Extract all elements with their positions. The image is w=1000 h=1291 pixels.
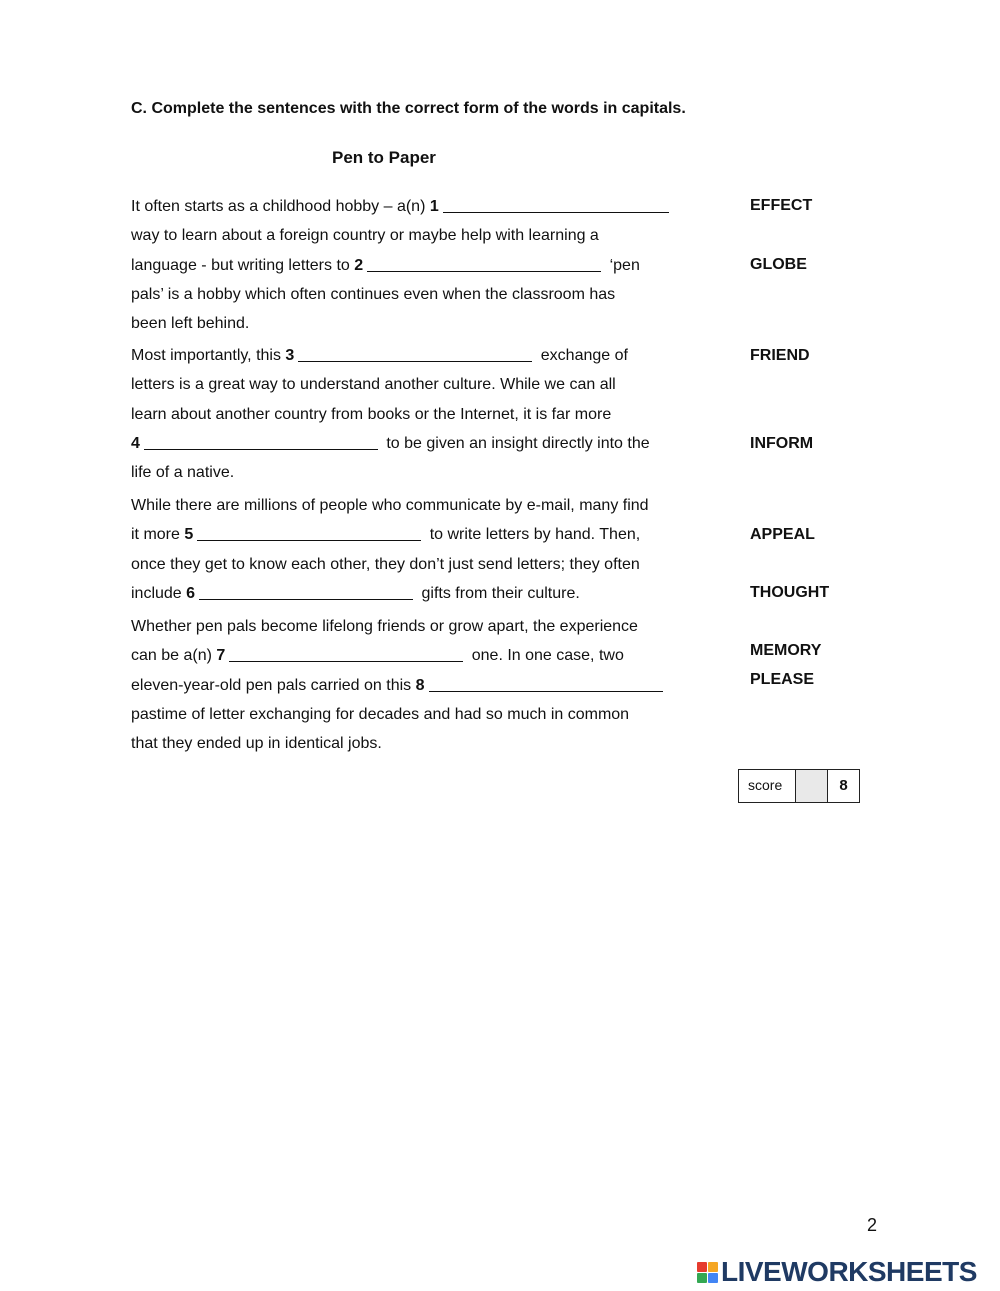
gap-number-8: 8 xyxy=(415,676,425,694)
answer-gap-4[interactable] xyxy=(144,449,378,450)
text-line: Most importantly, this 3 exchange of xyxy=(131,347,628,364)
logo-tile xyxy=(708,1262,718,1272)
paragraph-2 xyxy=(131,341,711,487)
keyword-appeal: APPEAL xyxy=(750,526,815,543)
text-line: once they get to know each other, they don’t just send letters; they often xyxy=(131,555,640,573)
text-line: pastime of letter exchanging for decades and had so much in common xyxy=(131,705,630,723)
instructions: C. Complete the sentences with the correct form of the words in capitals. xyxy=(131,100,686,117)
keyword-thought: THOUGHT xyxy=(750,584,830,601)
logo-tile xyxy=(708,1273,718,1283)
paragraph-3 xyxy=(131,491,711,608)
text-line: It often starts as a childhood hobby – a(n) 1 xyxy=(131,192,711,221)
text-line: language - but writing letters to 2 ‘pen xyxy=(131,256,640,274)
score-label: score xyxy=(739,770,796,802)
text-line: learn about another country from books or the Internet, it is far more xyxy=(131,405,612,423)
gap-number-7: 7 xyxy=(216,647,226,665)
text-line: way to learn about a foreign country or maybe help with learning a xyxy=(131,227,599,245)
gap-number-2: 2 xyxy=(354,256,364,274)
text-title: Pen to Paper xyxy=(332,148,436,167)
gap-number-5: 5 xyxy=(184,526,194,544)
keyword-please: PLEASE xyxy=(750,671,815,688)
keyword-globe: GLOBE xyxy=(750,256,807,273)
text-line: eleven-year-old pen pals carried on this 8 xyxy=(131,671,711,700)
text-line: life of a native. xyxy=(131,464,235,482)
page-number: 2 xyxy=(866,1215,877,1235)
answer-gap-2[interactable] xyxy=(367,271,601,272)
text-line: can be a(n) 7 one. In one case, two xyxy=(131,647,624,665)
brand-name: LIVEWORKSHEETS xyxy=(721,1256,977,1287)
keyword-friend: FRIEND xyxy=(750,347,810,364)
text-line: include 6 gifts from their culture. xyxy=(131,584,580,602)
score-box xyxy=(738,769,860,803)
liveworksheets-logo xyxy=(697,1256,977,1288)
text-line: While there are millions of people who communicate by e-mail, many find xyxy=(131,497,649,514)
gap-number-4: 4 xyxy=(131,434,140,452)
gap-number-6: 6 xyxy=(186,584,196,602)
gap-number-3: 3 xyxy=(285,347,295,364)
logo-icon xyxy=(697,1262,718,1283)
text-line: letters is a great way to understand another culture. While we can all xyxy=(131,376,616,394)
paragraph-1 xyxy=(131,192,711,338)
text-line: it more 5 to write letters by hand. Then, xyxy=(131,526,641,544)
keyword-inform: INFORM xyxy=(750,435,814,452)
answer-gap-7[interactable] xyxy=(229,661,463,662)
logo-tile xyxy=(697,1262,707,1272)
text-line: that they ended up in identical jobs. xyxy=(131,735,382,753)
logo-tile xyxy=(697,1273,707,1283)
answer-gap-6[interactable] xyxy=(199,599,413,600)
text-line: pals’ is a hobby which often continues even when the classroom has xyxy=(131,285,616,303)
answer-gap-5[interactable] xyxy=(197,540,421,541)
keyword-effect: EFFECT xyxy=(750,197,813,214)
answer-gap-8[interactable] xyxy=(429,691,663,692)
answer-gap-1[interactable] xyxy=(443,212,669,213)
score-max: 8 xyxy=(839,777,848,794)
text-line: Whether pen pals become lifelong friends or grow apart, the experience xyxy=(131,618,638,635)
text-line: 4 to be given an insight directly into the xyxy=(131,434,650,452)
gap-number-1: 1 xyxy=(429,198,439,215)
score-value-field[interactable] xyxy=(796,770,828,802)
keyword-memory: MEMORY xyxy=(750,642,822,659)
answer-gap-3[interactable] xyxy=(298,361,532,362)
text-line: been left behind. xyxy=(131,315,250,333)
paragraph-4 xyxy=(131,612,711,758)
